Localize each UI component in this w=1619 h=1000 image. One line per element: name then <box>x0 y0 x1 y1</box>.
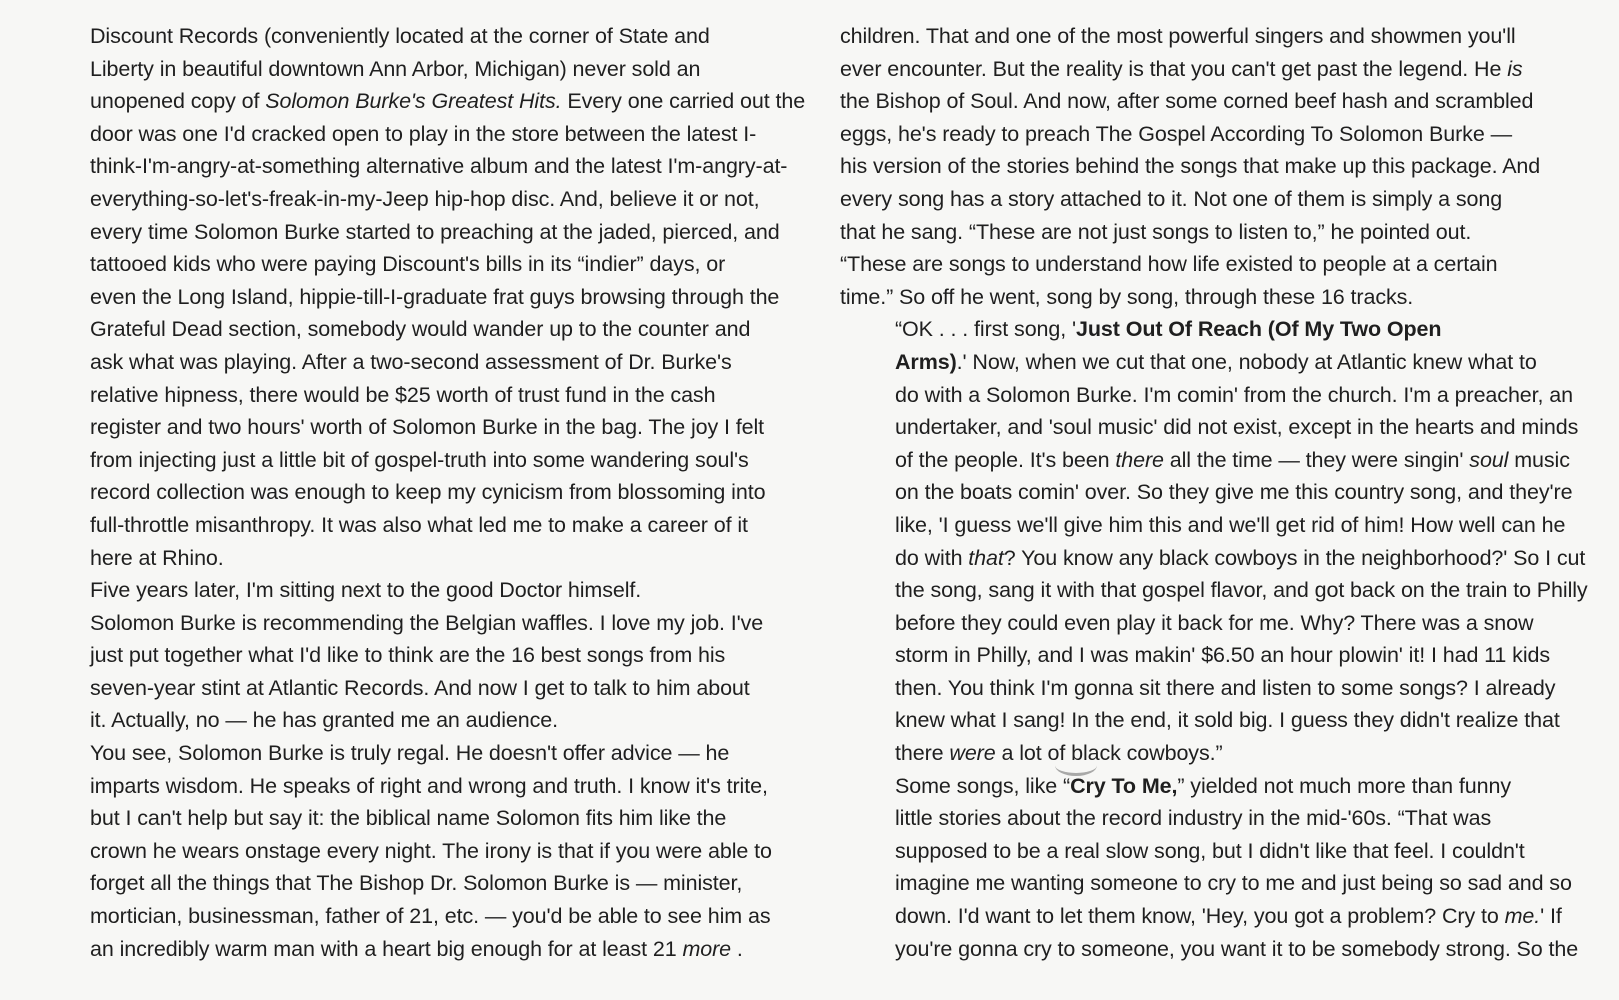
right-paragraph-3 <box>840 770 1600 966</box>
text-line: every time Solomon Burke started to preaching at the jaded, pierced, and <box>90 219 780 244</box>
italic-run: that <box>968 545 1004 570</box>
text-run: there <box>895 741 950 766</box>
text-line: here at Rhino. <box>90 545 224 570</box>
left-paragraph-1 <box>35 20 805 574</box>
text-run: Some songs, like “ <box>895 773 1071 798</box>
text-run: ? You know any black cowboys in the neighborhood?' So I cut <box>1003 545 1586 570</box>
text-line: from injecting just a little bit of gospel-truth into some wandering soul's <box>90 447 749 472</box>
text-line: ask what was playing. After a two-second assessment of Dr. Burke's <box>90 349 732 374</box>
text-run: down. I'd want to let them know, 'Hey, you got a problem? Cry to <box>895 904 1505 929</box>
text-run: . <box>731 936 743 961</box>
text-line: imparts wisdom. He speaks of right and wrong and truth. I know it's trite, <box>90 773 768 798</box>
text-run: music <box>1508 447 1570 472</box>
left-paragraph-3 <box>35 737 805 965</box>
italic-run: soul <box>1469 447 1509 472</box>
text-line: even the Long Island, hippie-till-I-graduate frat guys browsing through the <box>90 284 780 309</box>
text-line: that he sang. “These are not just songs to listen to,” he pointed out. <box>840 219 1472 244</box>
text-line: relative hipness, there would be $25 worth of trust fund in the cash <box>90 382 716 407</box>
text-run: all the time — they were singin' <box>1163 447 1470 472</box>
text-line: supposed to be a real slow song, but I didn't like that feel. I couldn't <box>895 838 1525 863</box>
text-line <box>840 542 1600 575</box>
text-line: forget all the things that The Bishop Dr. Solomon Burke is — minister, <box>90 871 743 896</box>
text-line: crown he wears onstage every night. The irony is that if you were able to <box>90 838 772 863</box>
text-line: then. You think I'm gonna sit there and listen to some songs? I already <box>895 675 1556 700</box>
text-line: register and two hours' worth of Solomon Burke in the bag. The joy I felt <box>90 415 765 440</box>
left-column <box>35 20 805 965</box>
text-line: you're gonna cry to someone, you want it to be somebody strong. So the <box>895 936 1579 961</box>
text-run: .' Now, when we cut that one, nobody at Atlantic knew what to <box>956 349 1537 374</box>
text-line <box>840 346 1600 379</box>
text-line: eggs, he's ready to preach The Gospel According To Solomon Burke — <box>840 121 1512 146</box>
text-run: ' If <box>1540 904 1562 929</box>
italic-run: were <box>949 741 996 766</box>
text-line: think-I'm-angry-at-something alternative album and the latest I'm-angry-at- <box>90 154 788 179</box>
text-line: Discount Records (conveniently located at the corner of State and <box>90 24 710 48</box>
text-line: just put together what I'd like to think are the 16 best songs from his <box>90 643 726 668</box>
text-line <box>35 933 805 966</box>
italic-run: is <box>1507 56 1523 81</box>
text-run: do with <box>895 545 969 570</box>
text-run: “OK . . . first song, ' <box>895 317 1077 342</box>
right-paragraph-1 <box>840 20 1600 313</box>
text-line: undertaker, and 'soul music' did not exist, except in the hearts and minds <box>895 415 1579 440</box>
text-line: Liberty in beautiful downtown Ann Arbor, Michigan) never sold an <box>90 56 701 81</box>
text-run: an incredibly warm man with a heart big enough for at least 21 <box>90 936 683 961</box>
text-line: Grateful Dead section, somebody would wander up to the counter and <box>90 317 751 342</box>
text-line: You see, Solomon Burke is truly regal. He doesn't offer advice — he <box>90 741 730 766</box>
right-column <box>840 20 1600 965</box>
text-line: the Bishop of Soul. And now, after some corned beef hash and scrambled <box>840 89 1534 114</box>
text-line: seven-year stint at Atlantic Records. And now I get to talk to him about <box>90 675 750 700</box>
text-line: on the boats comin' over. So they give me this country song, and they're <box>895 480 1573 505</box>
text-line <box>840 770 1600 803</box>
text-line: time.” So off he went, song by song, through these 16 tracks. <box>840 284 1414 309</box>
text-line: tattooed kids who were paying Discount's bills in its “indier” days, or <box>90 252 726 277</box>
text-line: mortician, businessman, father of 21, etc. — you'd be able to see him as <box>90 904 771 929</box>
text-line: like, 'I guess we'll give him this and we'll get rid of him! How well can he <box>895 512 1566 537</box>
text-line: children. That and one of the most powerful singers and showmen you'll <box>840 24 1516 48</box>
text-line: every song has a story attached to it. Not one of them is simply a song <box>840 186 1503 211</box>
text-run: of the people. It's been <box>895 447 1116 472</box>
text-line: door was one I'd cracked open to play in the store between the latest I- <box>90 121 757 146</box>
italic-run: there <box>1115 447 1164 472</box>
text-line <box>840 313 1600 346</box>
album-title-italic: Solomon Burke's Greatest Hits. <box>265 89 562 114</box>
song-title-bold: Just Out Of Reach (Of My Two Open <box>1076 317 1442 342</box>
text-run: Every one carried out the <box>561 89 806 114</box>
text-line <box>840 444 1600 477</box>
italic-run: me. <box>1504 904 1541 929</box>
text-line: do with a Solomon Burke. I'm comin' from the church. I'm a preacher, an <box>895 382 1573 407</box>
text-line: the song, sang it with that gospel flavor, and got back on the train to Philly <box>895 578 1588 603</box>
text-line <box>35 85 805 118</box>
text-run: ever encounter. But the reality is that you can't get past the legend. He <box>840 56 1508 81</box>
ink-smudge-mark <box>1055 755 1097 776</box>
text-line: Solomon Burke is recommending the Belgian waffles. I love my job. I've <box>90 610 764 635</box>
text-run: unopened copy of <box>90 89 266 114</box>
right-paragraph-2 <box>840 313 1600 769</box>
text-line: “These are songs to understand how life existed to people at a certain <box>840 252 1498 277</box>
text-line: storm in Philly, and I was makin' $6.50 an hour plowin' it! I had 11 kids <box>895 643 1551 668</box>
text-line: his version of the stories behind the songs that make up this package. And <box>840 154 1541 179</box>
text-line: knew what I sang! In the end, it sold big. I guess they didn't realize that <box>895 708 1560 733</box>
text-line: everything-so-let's-freak-in-my-Jeep hip-hop disc. And, believe it or not, <box>90 186 760 211</box>
text-line <box>840 53 1600 86</box>
text-run: a lot of black cowboys.” <box>995 741 1223 766</box>
text-line: full-throttle misanthropy. It was also what led me to make a career of it <box>90 512 748 537</box>
text-line: before they could even play it back for me. Why? There was a snow <box>895 610 1534 635</box>
text-line: Five years later, I'm sitting next to the good Doctor himself. <box>90 578 642 603</box>
left-paragraph-2 <box>35 574 805 737</box>
text-line <box>840 900 1600 933</box>
text-line: record collection was enough to keep my cynicism from blossoming into <box>90 480 766 505</box>
text-line: but I can't help but say it: the biblical name Solomon fits him like the <box>90 806 727 831</box>
text-run: ” yielded not much more than funny <box>1177 773 1511 798</box>
text-line: little stories about the record industry in the mid-'60s. “That was <box>895 806 1492 831</box>
song-title-bold: Arms) <box>895 349 957 374</box>
text-line <box>840 737 1600 770</box>
text-line: it. Actually, no — he has granted me an audience. <box>90 708 558 733</box>
text-line: imagine me wanting someone to cry to me and just being so sad and so <box>895 871 1572 896</box>
italic-run: more <box>682 936 732 961</box>
song-title-bold: Cry To Me, <box>1070 773 1178 798</box>
